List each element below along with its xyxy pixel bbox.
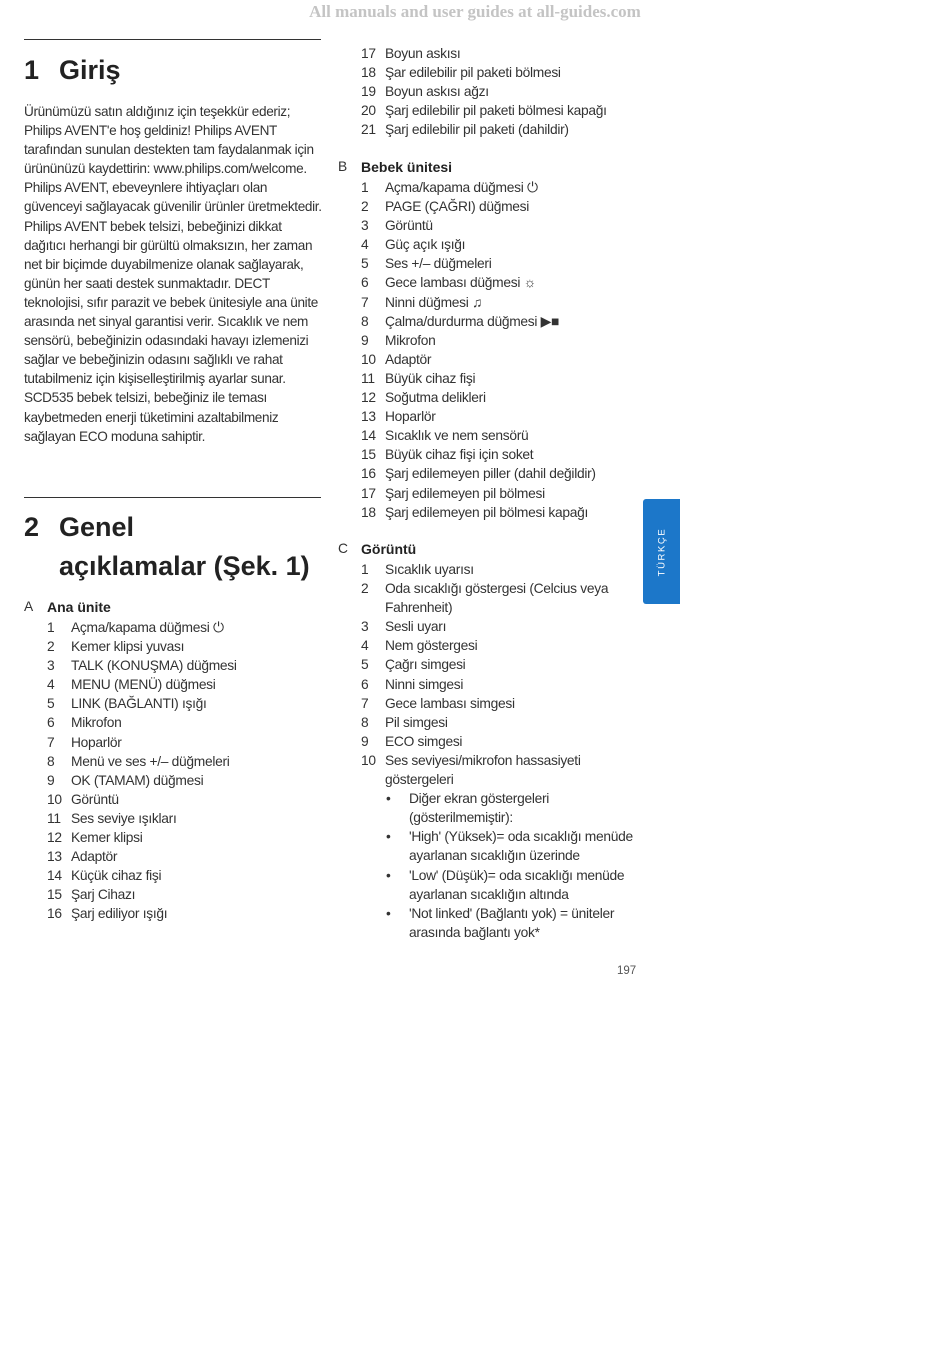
list-item xyxy=(361,63,641,82)
item-number: 8 xyxy=(361,313,369,329)
bullet-item xyxy=(385,866,641,904)
list-item xyxy=(361,617,641,636)
item-number: 3 xyxy=(47,658,55,674)
item-text: Boyun askısı xyxy=(385,46,461,61)
list-item xyxy=(361,732,641,751)
item-number: 1 xyxy=(361,180,369,195)
list-item xyxy=(47,885,327,904)
item-number: 9 xyxy=(361,332,369,348)
item-number: 15 xyxy=(47,887,62,903)
list-item xyxy=(361,293,641,312)
list-item xyxy=(47,618,327,637)
list-item xyxy=(47,866,327,885)
list-item xyxy=(47,904,327,923)
item-text: Sıcaklık ve nem sensörü xyxy=(385,428,529,444)
item-number: 1 xyxy=(361,562,369,577)
item-text: Adaptör xyxy=(71,849,118,865)
bullet-icon: • xyxy=(386,905,391,921)
group-b-letter: B xyxy=(338,159,348,174)
list-item xyxy=(361,484,641,503)
list-item xyxy=(47,828,327,847)
item-text: Soğutma delikleri xyxy=(385,390,486,406)
item-number: 17 xyxy=(361,46,376,61)
group-a-list xyxy=(47,618,327,924)
item-number: 13 xyxy=(361,409,376,425)
bullet-item xyxy=(385,827,641,865)
item-number: 11 xyxy=(47,810,61,826)
list-item xyxy=(361,694,641,713)
bullet-text: 'High' (Yüksek)= oda sıcaklığı menüde ayarlanan sıcaklığın üzerinde xyxy=(409,829,633,864)
item-number: 7 xyxy=(47,734,55,750)
intro-text xyxy=(24,102,324,446)
item-text: Mikrofon xyxy=(71,715,122,731)
language-tab-label: TÜRKÇE xyxy=(656,527,667,576)
item-text: Adaptör xyxy=(385,351,432,367)
bullet-icon: • xyxy=(386,791,391,807)
intro-paragraph: SCD535 bebek telsizi, bebeğiniz ile teması kaybetmeden enerji tüketimini azaltabilmeniz sağlayan ECO moduna sahiptir. xyxy=(24,390,279,444)
intro-paragraph: Ürünümüzü satın aldığınız için teşekkür ederiz; Philips AVENT'e hoş geldiniz! Philips AVENT tarafından sunulan destekten tam faydalanmak için ürününüzü kaydettirin: www.philips.com/welcome. Philips AVENT, ebeveynlere ihtiyaçları olan güvenceyi sağlayacak güvenilir ürünler üretmektedir. Philips AVENT bebek telsizi, bebeğinizi dikkat dağıtıcı herhangi bir gürültü olmaksızın, her zaman net bir biçimde duyabilmenize olanak sağlayarak, günün her saati destek sunmaktadır. DECT teknolojisi, sıfır parazit ve bebek ünitesiyle ana ünite arasında net sinyal garantisi verir. Sıcaklık ve nem sensörü, bebeğinizin odasındaki havayı izlemenizi sağlar ve bebeğinizin odasını sağlıklı ve rahat tutabilmeniz için kişiselleştirilmiş ayarlar sunar. xyxy=(24,104,322,387)
item-text: ECO simgesi xyxy=(385,733,463,749)
item-number: 14 xyxy=(361,428,376,444)
item-number: 16 xyxy=(361,466,376,482)
list-item xyxy=(361,426,641,445)
item-text: Sıcaklık uyarısı xyxy=(385,562,474,577)
group-a-list-continued xyxy=(361,44,641,139)
list-item xyxy=(47,847,327,866)
list-item xyxy=(361,713,641,732)
bullet-icon: • xyxy=(386,829,391,845)
page-number: 197 xyxy=(617,965,637,977)
item-number: 16 xyxy=(47,906,62,922)
item-number: 17 xyxy=(361,485,376,501)
item-text: Pil simgesi xyxy=(385,714,448,730)
item-text: Görüntü xyxy=(71,791,119,807)
group-b-title: Bebek ünitesi xyxy=(361,159,453,175)
section-1-heading xyxy=(24,51,121,90)
item-text: Büyük cihaz fişi xyxy=(385,370,476,386)
item-text: Ses seviyesi/mikrofon hassasiyeti göstergeleri xyxy=(385,752,581,788)
item-text: Şarj edilemeyen piller (dahil değildir) xyxy=(385,466,596,482)
list-item xyxy=(361,312,641,331)
section-2-title-line1: Genel xyxy=(59,512,135,542)
item-number: 4 xyxy=(361,237,369,253)
item-text: MENU (MENÜ) düğmesi xyxy=(71,677,216,693)
item-text: Gece lambası düğmesi ☼ xyxy=(385,275,536,291)
item-number: 2 xyxy=(47,639,55,655)
list-item xyxy=(47,713,327,732)
list-item xyxy=(361,350,641,369)
item-number: 12 xyxy=(361,390,376,406)
item-number: 18 xyxy=(361,504,376,520)
list-item xyxy=(361,464,641,483)
bullet-text: 'Not linked' (Bağlantı yok) = üniteler arasında bağlantı yok* xyxy=(409,905,615,940)
section-2-title-line2: açıklamalar (Şek. 1) xyxy=(59,551,310,581)
item-text: Nem göstergesi xyxy=(385,638,478,654)
item-number: 2 xyxy=(361,581,369,597)
list-item xyxy=(361,655,641,674)
item-number: 21 xyxy=(361,122,376,138)
item-text: Büyük cihaz fişi için soket xyxy=(385,447,534,463)
group-a-letter: A xyxy=(24,599,34,614)
item-number: 4 xyxy=(47,677,55,693)
item-text: Ses +/– düğmeleri xyxy=(385,256,492,272)
list-item xyxy=(361,273,641,292)
item-text: Şarj edilemeyen pil bölmesi xyxy=(385,485,545,501)
item-number: 6 xyxy=(361,275,369,291)
item-number: 5 xyxy=(361,657,369,673)
item-text: Şarj edilebilir pil paketi bölmesi kapağı xyxy=(385,103,607,119)
item-number: 10 xyxy=(47,791,62,807)
item-text: Boyun askısı ağzı xyxy=(385,84,489,100)
item-text: Şarj edilebilir pil paketi (dahildir) xyxy=(385,122,569,138)
item-text: Oda sıcaklığı göstergesi (Celcius veya Fahrenheit) xyxy=(385,581,609,616)
list-item xyxy=(47,675,327,694)
item-number: 4 xyxy=(361,638,369,654)
item-text: Güç açık ışığı xyxy=(385,237,466,253)
list-item xyxy=(361,388,641,407)
item-text: Ninni düğmesi ♫ xyxy=(385,294,483,310)
item-text: Hoparlör xyxy=(385,409,436,425)
list-item xyxy=(47,733,327,752)
item-text: Kemer klipsi xyxy=(71,830,143,846)
section-divider xyxy=(24,39,321,40)
item-number: 2 xyxy=(361,199,369,215)
bullet-item xyxy=(385,789,641,827)
item-text: Gece lambası simgesi xyxy=(385,695,515,711)
item-text: Açma/kapama düğmesi ⏻ xyxy=(71,620,224,635)
item-text: Çalma/durdurma düğmesi ▶■ xyxy=(385,313,560,329)
list-item xyxy=(361,101,641,120)
item-text: Hoparlör xyxy=(71,734,122,750)
item-number: 9 xyxy=(361,733,369,749)
list-item xyxy=(361,254,641,273)
item-text: Çağrı simgesi xyxy=(385,657,466,673)
bullet-text: Diğer ekran göstergeleri (gösterilmemiştir): xyxy=(409,791,550,826)
list-item xyxy=(361,178,641,197)
item-text: Şar edilebilir pil paketi bölmesi xyxy=(385,65,561,81)
item-number: 14 xyxy=(47,868,62,884)
item-text: Sesli uyarı xyxy=(385,619,447,635)
list-item xyxy=(47,752,327,771)
section-1-number: 1 xyxy=(24,55,40,85)
group-c-letter: C xyxy=(338,541,348,556)
list-item xyxy=(47,656,327,675)
item-text: Şarj ediliyor ışığı xyxy=(71,906,168,922)
item-number: 3 xyxy=(361,218,369,234)
item-number: 11 xyxy=(361,370,375,386)
item-number: 10 xyxy=(361,351,376,367)
group-a-title: Ana ünite xyxy=(47,599,111,615)
item-text: Ninni simgesi xyxy=(385,676,464,692)
item-number: 9 xyxy=(47,772,55,788)
item-number: 20 xyxy=(361,103,376,119)
item-number: 19 xyxy=(361,84,376,100)
group-b-list xyxy=(361,178,641,522)
item-text: Kemer klipsi yuvası xyxy=(71,639,185,655)
list-item xyxy=(361,503,641,522)
list-item xyxy=(47,771,327,790)
item-text: Mikrofon xyxy=(385,332,436,348)
list-item xyxy=(361,120,641,139)
item-number: 6 xyxy=(47,715,55,731)
item-text: Şarj edilemeyen pil bölmesi kapağı xyxy=(385,504,588,520)
list-item xyxy=(47,790,327,809)
item-number: 7 xyxy=(361,294,369,310)
language-tab xyxy=(643,499,680,604)
list-item xyxy=(361,445,641,464)
list-item xyxy=(361,560,641,579)
item-number: 5 xyxy=(47,696,55,712)
item-number: 6 xyxy=(361,676,369,692)
bullet-icon: • xyxy=(386,867,391,883)
list-item xyxy=(361,751,641,789)
list-item xyxy=(361,44,641,63)
item-number: 8 xyxy=(361,714,369,730)
group-c-list xyxy=(361,560,641,942)
list-item xyxy=(361,579,641,617)
item-number: 10 xyxy=(361,752,376,768)
list-item xyxy=(47,637,327,656)
item-text: OK (TAMAM) düğmesi xyxy=(71,772,204,788)
list-item xyxy=(361,675,641,694)
list-item xyxy=(361,331,641,350)
list-item xyxy=(361,216,641,235)
list-item xyxy=(361,82,641,101)
list-item xyxy=(361,636,641,655)
item-text: LINK (BAĞLANTI) ışığı xyxy=(71,696,207,712)
section-1-title: Giriş xyxy=(59,55,121,85)
list-item xyxy=(361,407,641,426)
item-number: 18 xyxy=(361,65,376,81)
item-number: 8 xyxy=(47,753,55,769)
list-item xyxy=(361,197,641,216)
section-divider xyxy=(24,497,321,498)
list-item xyxy=(47,694,327,713)
bullet-item xyxy=(385,904,641,942)
item-text: TALK (KONUŞMA) düğmesi xyxy=(71,658,237,674)
item-text: Görüntü xyxy=(385,218,433,234)
item-text: Şarj Cihazı xyxy=(71,887,136,903)
group-c-title: Görüntü xyxy=(361,541,417,557)
watermark: All manuals and user guides at all-guides.com xyxy=(309,2,641,21)
item-number: 15 xyxy=(361,447,376,463)
item-number: 12 xyxy=(47,830,62,846)
section-2-heading xyxy=(24,508,310,586)
item-number: 5 xyxy=(361,256,369,272)
item-text: Açma/kapama düğmesi ⏻ xyxy=(385,180,538,195)
item-text: PAGE (ÇAĞRI) düğmesi xyxy=(385,199,530,215)
section-2-number: 2 xyxy=(24,512,40,542)
item-text: Ses seviye ışıkları xyxy=(71,810,177,826)
item-text: Küçük cihaz fişi xyxy=(71,868,162,884)
item-number: 13 xyxy=(47,849,62,865)
list-item xyxy=(361,369,641,388)
item-text: Menü ve ses +/– düğmeleri xyxy=(71,753,230,769)
item-number: 1 xyxy=(47,620,55,635)
item-number: 7 xyxy=(361,695,369,711)
list-item xyxy=(361,235,641,254)
list-item xyxy=(47,809,327,828)
bullet-text: 'Low' (Düşük)= oda sıcaklığı menüde ayarlanan sıcaklığın altında xyxy=(409,867,625,902)
item-number: 3 xyxy=(361,619,369,635)
